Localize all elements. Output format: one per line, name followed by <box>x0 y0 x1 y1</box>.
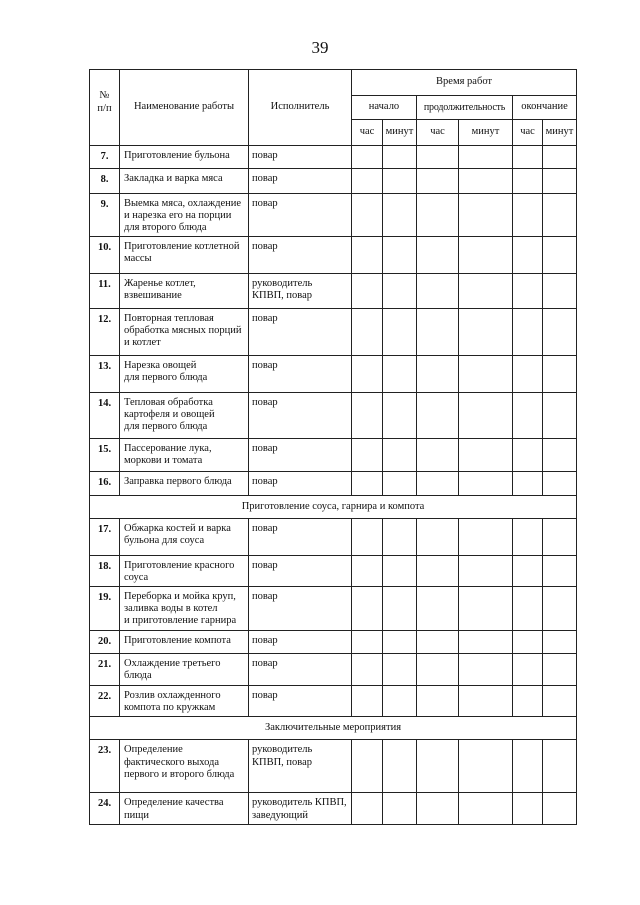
section-row <box>90 496 577 519</box>
row-number: 21. <box>90 654 120 686</box>
work-name: Заправка первого блюда <box>120 472 249 496</box>
header-performer-label: Исполнитель <box>270 101 330 113</box>
work-name: Жаренье котлет, взвешивание <box>120 274 249 309</box>
table-row <box>90 439 577 472</box>
duration-hour-cell <box>417 654 459 686</box>
duration-hour-cell <box>417 274 459 309</box>
start-minute-cell <box>383 587 417 631</box>
performer: повар <box>249 309 352 356</box>
end-minute-cell <box>543 439 577 472</box>
duration-minute-cell <box>459 654 513 686</box>
end-minute-cell <box>543 237 577 274</box>
row-number: 20. <box>90 631 120 654</box>
start-minute-cell <box>383 519 417 556</box>
end-minute-cell <box>543 587 577 631</box>
duration-minute-cell <box>459 686 513 717</box>
performer: повар <box>249 146 352 169</box>
end-minute-cell <box>543 519 577 556</box>
end-minute-cell <box>543 309 577 356</box>
start-hour-cell <box>352 587 383 631</box>
work-schedule-table <box>89 69 577 825</box>
duration-minute-cell <box>459 274 513 309</box>
duration-minute-cell <box>459 169 513 194</box>
end-hour-cell <box>513 439 543 472</box>
row-number: 12. <box>90 309 120 356</box>
table-row <box>90 237 577 274</box>
table-row <box>90 519 577 556</box>
duration-minute-cell <box>459 793 513 824</box>
duration-minute-cell <box>459 309 513 356</box>
performer: повар <box>249 587 352 631</box>
work-name: Переборка и мойка круп, заливка воды в котел и приготовление гарнира <box>120 587 249 631</box>
start-minute-cell <box>383 793 417 824</box>
start-minute-cell <box>383 472 417 496</box>
end-hour-cell <box>513 686 543 717</box>
performer: повар <box>249 237 352 274</box>
row-number: 24. <box>90 793 120 824</box>
work-name: Обжарка костей и варка бульона для соуса <box>120 519 249 556</box>
row-number: 17. <box>90 519 120 556</box>
row-number: 10. <box>90 237 120 274</box>
start-hour-cell <box>352 309 383 356</box>
start-hour-cell <box>352 686 383 717</box>
header-duration-hour: час <box>417 120 459 146</box>
header-start-label: начало <box>368 101 400 113</box>
end-hour-cell <box>513 793 543 824</box>
duration-hour-cell <box>417 439 459 472</box>
duration-hour-cell <box>417 237 459 274</box>
duration-minute-cell <box>459 194 513 237</box>
work-name: Приготовление компота <box>120 631 249 654</box>
start-hour-cell <box>352 519 383 556</box>
end-minute-cell <box>543 194 577 237</box>
start-hour-cell <box>352 740 383 793</box>
start-hour-cell <box>352 169 383 194</box>
end-minute-cell <box>543 556 577 587</box>
duration-minute-cell <box>459 740 513 793</box>
table-row <box>90 356 577 393</box>
end-hour-cell <box>513 169 543 194</box>
row-number: 7. <box>90 146 120 169</box>
duration-hour-cell <box>417 519 459 556</box>
duration-hour-cell <box>417 556 459 587</box>
performer: повар <box>249 472 352 496</box>
work-name: Закладка и варка мяса <box>120 169 249 194</box>
row-number: 9. <box>90 194 120 237</box>
header-start-hour: час <box>352 120 383 146</box>
start-minute-cell <box>383 686 417 717</box>
start-minute-cell <box>383 146 417 169</box>
start-minute-cell <box>383 356 417 393</box>
table-row <box>90 169 577 194</box>
performer: руководитель КПВП, заведующий <box>249 793 352 824</box>
duration-hour-cell <box>417 631 459 654</box>
start-minute-cell <box>383 309 417 356</box>
header-duration-minute: минут <box>459 120 513 146</box>
table-row <box>90 631 577 654</box>
table-row <box>90 472 577 496</box>
performer: повар <box>249 194 352 237</box>
end-minute-cell <box>543 393 577 439</box>
end-hour-cell <box>513 194 543 237</box>
start-minute-cell <box>383 654 417 686</box>
duration-hour-cell <box>417 393 459 439</box>
duration-hour-cell <box>417 356 459 393</box>
end-hour-cell <box>513 472 543 496</box>
section-row <box>90 717 577 740</box>
duration-minute-cell <box>459 556 513 587</box>
start-hour-cell <box>352 194 383 237</box>
row-number: 13. <box>90 356 120 393</box>
header-end-minute: минут <box>543 120 577 146</box>
row-number: 14. <box>90 393 120 439</box>
performer: повар <box>249 393 352 439</box>
table-row <box>90 793 577 824</box>
performer: повар <box>249 169 352 194</box>
work-name: Пассерование лука, моркови и томата <box>120 439 249 472</box>
work-name: Приготовление котлетной массы <box>120 237 249 274</box>
work-name: Приготовление красного соуса <box>120 556 249 587</box>
end-minute-cell <box>543 740 577 793</box>
end-hour-cell <box>513 237 543 274</box>
header-start-minute: минут <box>383 120 417 146</box>
work-name: Розлив охлажденного компота по кружкам <box>120 686 249 717</box>
end-hour-cell <box>513 356 543 393</box>
work-name: Нарезка овощей для первого блюда <box>120 356 249 393</box>
header-num <box>90 70 120 146</box>
start-hour-cell <box>352 439 383 472</box>
table-row <box>90 274 577 309</box>
end-hour-cell <box>513 631 543 654</box>
duration-hour-cell <box>417 194 459 237</box>
duration-hour-cell <box>417 309 459 356</box>
duration-minute-cell <box>459 356 513 393</box>
work-name: Выемка мяса, охлаждение и нарезка его на порции для второго блюда <box>120 194 249 237</box>
table-row <box>90 740 577 793</box>
start-hour-cell <box>352 237 383 274</box>
performer: повар <box>249 686 352 717</box>
performer: повар <box>249 356 352 393</box>
performer: повар <box>249 654 352 686</box>
row-number: 11. <box>90 274 120 309</box>
section-title: Заключительные мероприятия <box>90 717 577 740</box>
start-hour-cell <box>352 472 383 496</box>
end-hour-cell <box>513 654 543 686</box>
performer: повар <box>249 439 352 472</box>
duration-hour-cell <box>417 169 459 194</box>
header-duration <box>417 96 513 120</box>
table-row <box>90 194 577 237</box>
header-start <box>352 96 417 120</box>
table-row <box>90 309 577 356</box>
start-minute-cell <box>383 439 417 472</box>
start-minute-cell <box>383 194 417 237</box>
performer: повар <box>249 519 352 556</box>
duration-minute-cell <box>459 631 513 654</box>
start-hour-cell <box>352 631 383 654</box>
start-hour-cell <box>352 274 383 309</box>
header-time <box>352 70 577 96</box>
end-hour-cell <box>513 519 543 556</box>
table-row <box>90 654 577 686</box>
row-number: 23. <box>90 740 120 793</box>
header-time-label: Время работ <box>436 76 493 88</box>
work-name: Определение фактического выхода первого и второго блюда <box>120 740 249 793</box>
header-end-label: окончание <box>521 101 568 113</box>
header-end-hour: час <box>513 120 543 146</box>
row-number: 16. <box>90 472 120 496</box>
duration-minute-cell <box>459 439 513 472</box>
work-name: Охлаждение третьего блюда <box>120 654 249 686</box>
table-row <box>90 587 577 631</box>
start-hour-cell <box>352 793 383 824</box>
header-performer <box>249 70 352 146</box>
duration-minute-cell <box>459 472 513 496</box>
start-minute-cell <box>383 631 417 654</box>
start-hour-cell <box>352 356 383 393</box>
table-row <box>90 556 577 587</box>
table-row <box>90 146 577 169</box>
start-minute-cell <box>383 274 417 309</box>
performer: руководитель КПВП, повар <box>249 740 352 793</box>
end-hour-cell <box>513 740 543 793</box>
duration-minute-cell <box>459 146 513 169</box>
performer: повар <box>249 556 352 587</box>
header-name <box>120 70 249 146</box>
end-hour-cell <box>513 556 543 587</box>
header-num-label: № п/п <box>97 90 112 114</box>
start-hour-cell <box>352 393 383 439</box>
work-name: Тепловая обработка картофеля и овощей для первого блюда <box>120 393 249 439</box>
end-minute-cell <box>543 793 577 824</box>
start-minute-cell <box>383 393 417 439</box>
duration-hour-cell <box>417 146 459 169</box>
header-duration-label: продолжительность <box>423 101 506 113</box>
table-body <box>90 146 577 825</box>
duration-hour-cell <box>417 472 459 496</box>
section-title: Приготовление соуса, гарнира и компота <box>90 496 577 519</box>
end-hour-cell <box>513 587 543 631</box>
start-minute-cell <box>383 169 417 194</box>
header-end <box>513 96 577 120</box>
row-number: 19. <box>90 587 120 631</box>
table-row <box>90 393 577 439</box>
start-minute-cell <box>383 740 417 793</box>
start-hour-cell <box>352 556 383 587</box>
work-name: Приготовление бульона <box>120 146 249 169</box>
work-name: Определение качества пищи <box>120 793 249 824</box>
duration-minute-cell <box>459 519 513 556</box>
end-minute-cell <box>543 472 577 496</box>
end-minute-cell <box>543 631 577 654</box>
row-number: 18. <box>90 556 120 587</box>
work-name: Повторная тепловая обработка мясных порций и котлет <box>120 309 249 356</box>
duration-hour-cell <box>417 793 459 824</box>
end-hour-cell <box>513 309 543 356</box>
end-minute-cell <box>543 146 577 169</box>
end-hour-cell <box>513 146 543 169</box>
end-minute-cell <box>543 274 577 309</box>
start-hour-cell <box>352 146 383 169</box>
start-hour-cell <box>352 654 383 686</box>
end-hour-cell <box>513 274 543 309</box>
header-name-label: Наименование работы <box>133 101 235 113</box>
end-minute-cell <box>543 654 577 686</box>
start-minute-cell <box>383 237 417 274</box>
start-minute-cell <box>383 556 417 587</box>
duration-minute-cell <box>459 587 513 631</box>
performer: руководитель КПВП, повар <box>249 274 352 309</box>
table-row <box>90 686 577 717</box>
duration-hour-cell <box>417 587 459 631</box>
end-hour-cell <box>513 393 543 439</box>
performer: повар <box>249 631 352 654</box>
duration-minute-cell <box>459 393 513 439</box>
end-minute-cell <box>543 686 577 717</box>
row-number: 15. <box>90 439 120 472</box>
duration-hour-cell <box>417 686 459 717</box>
page-number: 39 <box>311 38 329 57</box>
end-minute-cell <box>543 356 577 393</box>
duration-hour-cell <box>417 740 459 793</box>
row-number: 22. <box>90 686 120 717</box>
duration-minute-cell <box>459 237 513 274</box>
row-number: 8. <box>90 169 120 194</box>
end-minute-cell <box>543 169 577 194</box>
